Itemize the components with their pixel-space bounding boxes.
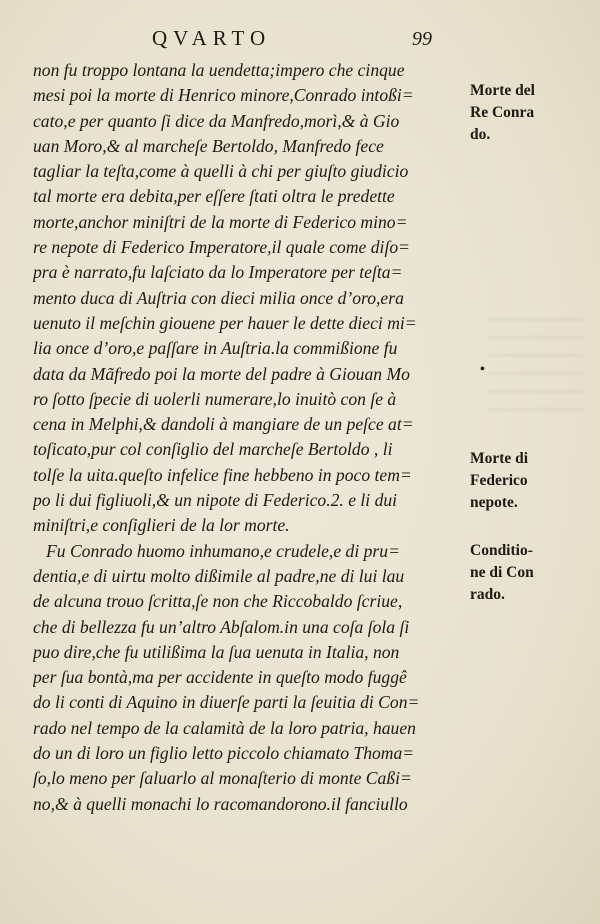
text-line: cato,e per quanto ſi dice da Manfredo,morì,& à Gio	[33, 110, 400, 131]
margin-note-line: nepote.	[470, 494, 518, 511]
text-line: non fu troppo lontana la uendetta;impero che cinque	[33, 60, 405, 80]
margin-note-line: ne di Con	[470, 564, 534, 581]
text-line: Fu Conrado huomo inhumano,e crudele,e di pru=	[46, 540, 400, 561]
text-line: no,& à quelli monachi lo racomandorono.il fanciullo	[33, 793, 408, 814]
margin-note-line: Morte del	[470, 82, 535, 99]
text-line: re nepote di Federico Imperatore,il quale come diſo=	[33, 237, 411, 258]
text-line: tal morte era debita,per eſſere ſtati oltra le predette	[33, 186, 395, 207]
margin-note-line: Morte di	[470, 450, 529, 467]
text-line: do li conti di Aquino in diuerſe parti la ſeuitia di Con=	[33, 692, 420, 713]
page-number: 99	[412, 28, 432, 50]
text-line: mento duca di Auſtria con dieci milia once d’oro,era	[33, 287, 404, 308]
margin-note-line: Federico	[470, 472, 528, 489]
text-line: miniſtri,e conſiglieri de la lor morte.	[33, 515, 290, 536]
running-title: QVARTO	[152, 26, 272, 50]
text-line: pra è narrato,fu laſciato da lo Imperatore per teſta=	[33, 262, 403, 283]
page-header	[0, 22, 600, 52]
text-line: che di bellezza fu un’altro Abſalom.in una coſa ſola ſi	[33, 616, 410, 637]
margin-note-line: do.	[470, 126, 491, 143]
main-text-block	[33, 58, 465, 817]
text-line: morte,anchor miniſtri de la morte di Federico mino=	[33, 211, 408, 232]
text-line: per ſua bontà,ma per accidente in queſto modo fuggê	[33, 667, 407, 688]
text-line: uan Moro,& al marcheſe Bertoldo, Manfredo fece	[33, 135, 384, 156]
text-line: rado nel tempo de la calamità de la loro patria, hauen	[33, 717, 416, 738]
text-line: uenuto il meſchin giouene per hauer le dette dieci mi=	[33, 312, 417, 333]
margin-bullet: •	[480, 362, 485, 377]
margin-note-conditione-di-conrado	[470, 540, 598, 606]
margin-note-line: rado.	[470, 586, 505, 603]
text-line: mesi poi la morte di Henrico minore,Conrado intoßi=	[33, 85, 414, 106]
text-line: do un di loro un figlio letto piccolo chiamato Thoma=	[33, 743, 415, 764]
show-through-shadow	[488, 318, 583, 418]
text-line: data da Mãfredo poi la morte del padre à Giouan Mo	[33, 363, 410, 384]
text-line: tagliar la teſta,come à quelli à chi per giuſto giudicio	[33, 161, 409, 182]
margin-note-morte-del-re-conrado	[470, 80, 598, 146]
margin-note-morte-di-federico	[470, 448, 598, 514]
text-line: puo dire,che fu utilißima la ſua uenuta in Italia, non	[33, 641, 400, 662]
text-line: lia once d’oro,e paſſare in Auſtria.la commißione fu	[33, 338, 398, 359]
text-line: toſicato,pur col conſiglio del marcheſe Bertoldo , li	[33, 439, 393, 460]
text-line: ro ſotto ſpecie di uolerli numerare,lo inuitò con ſe à	[33, 388, 397, 409]
text-line: ſo,lo meno per ſaluarlo al monaſterio di monte Caßi=	[33, 768, 412, 789]
text-line: po li dui figliuoli,& un nipote di Federico.2. e li dui	[33, 490, 398, 511]
margin-note-line: Conditio-	[470, 542, 533, 559]
margin-note-line: Re Conra	[470, 104, 535, 121]
text-line: cena in Melphi,& dandoli à mangiare de un peſce at=	[33, 414, 414, 435]
text-line: tolſe la uita.queſto infelice fine hebbeno in poco tem=	[33, 464, 412, 485]
text-line: de alcuna trouo ſcritta,ſe non che Riccobaldo ſcriue,	[33, 591, 403, 612]
text-line: dentia,e di uirtu molto dißimile al padre,ne di lui lau	[33, 565, 405, 586]
